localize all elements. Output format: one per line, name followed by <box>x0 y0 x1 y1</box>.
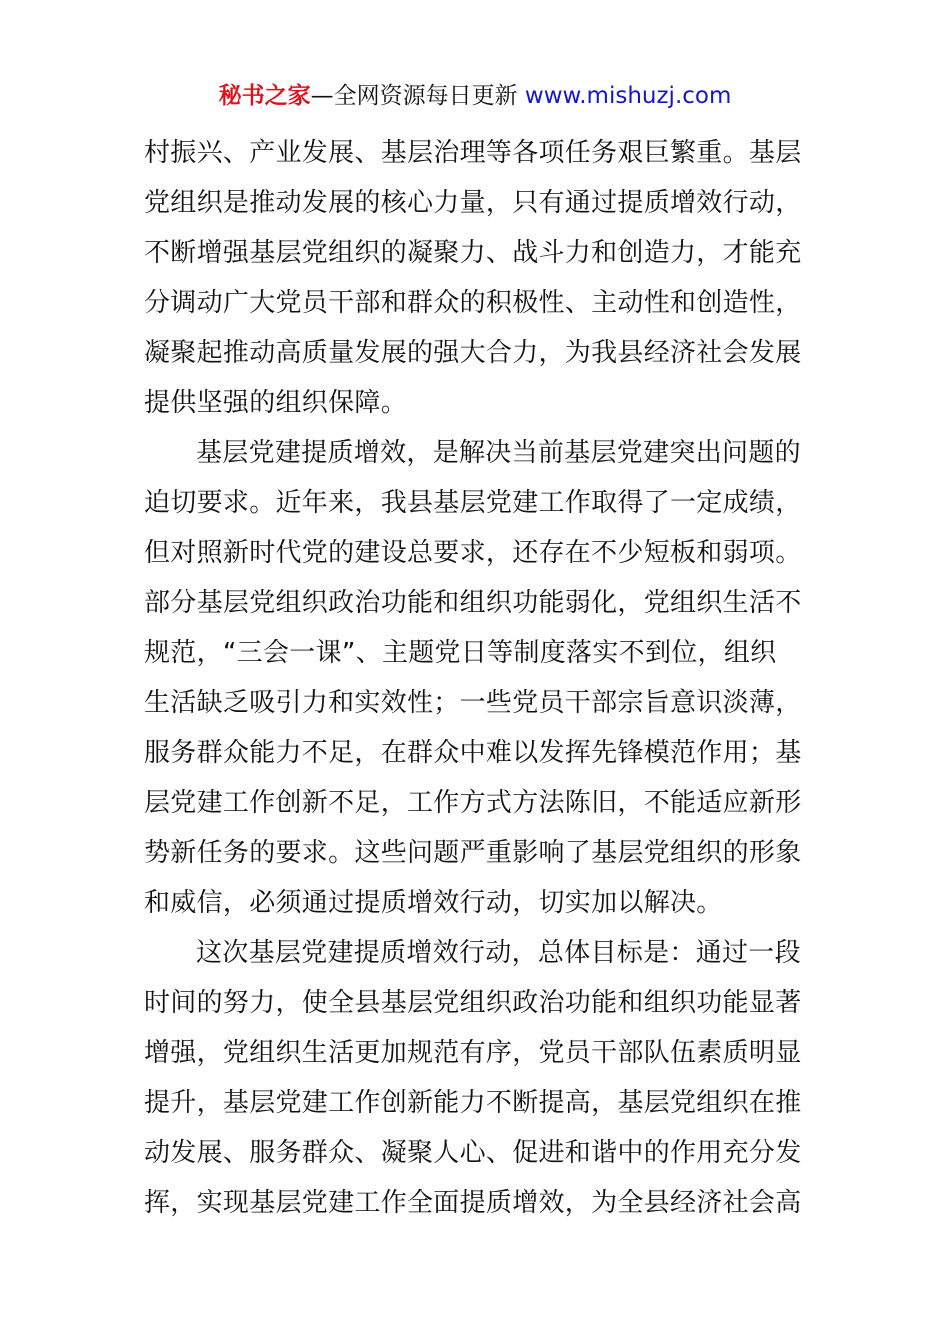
text-line: 生活缺乏吸引力和实效性；一些党员干部宗旨意识淡薄， <box>144 688 802 718</box>
text-line: 部分基层党组织政治功能和组织功能弱化，党组织生活不 <box>144 588 802 618</box>
text-line: 和威信，必须通过提质增效行动，切实加以解决。 <box>144 888 723 918</box>
text-line: 增强，党组织生活更加规范有序，党员干部队伍素质明显 <box>144 1038 802 1068</box>
text-line: 分调动广大党员干部和群众的积极性、主动性和创造性， <box>144 288 802 318</box>
text-line: 势新任务的要求。这些问题严重影响了基层党组织的形象 <box>144 838 802 868</box>
paragraph-1 <box>144 128 808 428</box>
text-line: 这次基层党建提质增效行动，总体目标是：通过一段 <box>196 938 801 968</box>
text-line: 凝聚起推动高质量发展的强大合力，为我县经济社会发展 <box>144 338 802 368</box>
site-tagline: —全网资源每日更新 <box>310 83 525 109</box>
text-line: 规范，“三会一课”、主题党日等制度落实不到位，组织 <box>144 638 777 668</box>
text-line: 提升，基层党建工作创新能力不断提高，基层党组织在推 <box>144 1088 802 1118</box>
document-body <box>144 128 808 1228</box>
text-line: 基层党建提质增效，是解决当前基层党建突出问题的 <box>196 438 801 468</box>
text-line: 迫切要求。近年来，我县基层党建工作取得了一定成绩， <box>144 488 802 518</box>
text-line: 但对照新时代党的建设总要求，还存在不少短板和弱项。 <box>144 538 802 568</box>
text-line: 挥，实现基层党建工作全面提质增效，为全县经济社会高 <box>144 1188 802 1218</box>
site-url-link[interactable]: www.mishuzj.com <box>524 83 732 109</box>
text-line: 不断增强基层党组织的凝聚力、战斗力和创造力，才能充 <box>144 238 802 268</box>
text-line: 服务群众能力不足，在群众中难以发挥先锋模范作用；基 <box>144 738 802 768</box>
text-line: 时间的努力，使全县基层党组织政治功能和组织功能显著 <box>144 988 802 1018</box>
text-line: 层党建工作创新不足，工作方式方法陈旧，不能适应新形 <box>144 788 802 818</box>
site-header <box>0 80 950 112</box>
paragraph-3 <box>144 928 808 1228</box>
text-line: 提供坚强的组织保障。 <box>144 388 408 418</box>
site-brand: 秘书之家 <box>218 83 311 109</box>
text-line: 动发展、服务群众、凝聚人心、促进和谐中的作用充分发 <box>144 1138 802 1168</box>
paragraph-2 <box>144 428 808 928</box>
text-line: 党组织是推动发展的核心力量，只有通过提质增效行动， <box>144 188 802 218</box>
text-line: 村振兴、产业发展、基层治理等各项任务艰巨繁重。基层 <box>144 138 802 168</box>
